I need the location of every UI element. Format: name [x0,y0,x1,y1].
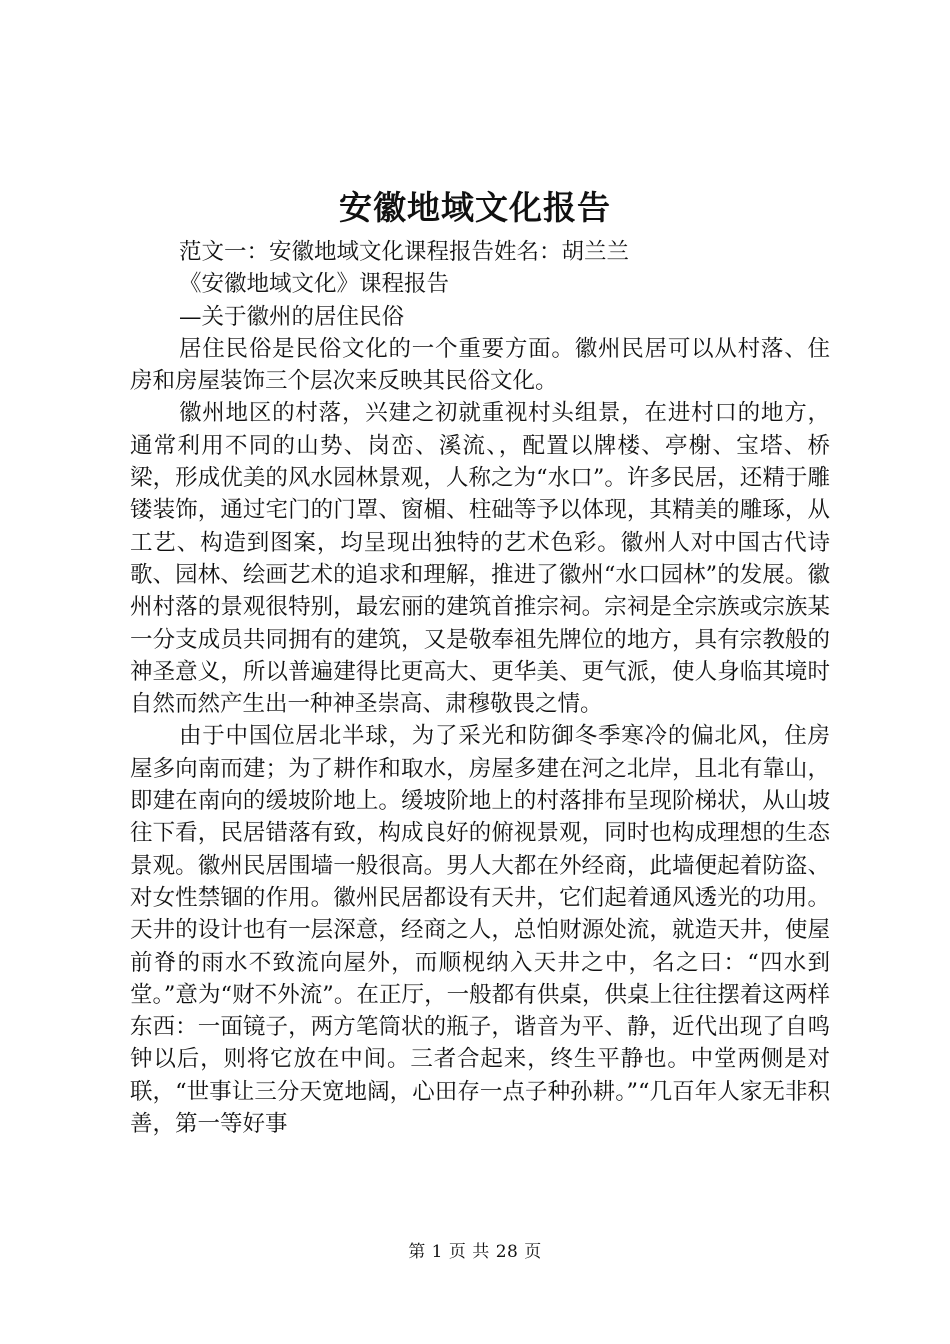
paragraph-3: 由于中国位居北半球，为了采光和防御冬季寒冷的偏北风，住房屋多向南而建；为了耕作和取水，房屋多建在河之北岸，且北有靠山，即建在南向的缓坡阶地上。缓坡阶地上的村落排布呈现阶梯状，从山坡往下看，民居错落有致，构成良好的俯视景观，同时也构成理想的生态景观。徽州民居围墙一般很高。男人大都在外经商，此墙便起着防盗、对女性禁锢的作用。徽州民居都设有天井，它们起着通风透光的功用。天井的设计也有一层深意，经商之人，总怕财源处流，就造天井，使屋前脊的雨水不致流向屋外，而顺枧纳入天井之中，名之曰：“四水到堂。”意为“财不外流”。在正厅，一般都有供桌，供桌上往往摆着这两样东西：一面镜子，两方笔筒状的瓶子，谐音为平、静，近代出现了自鸣钟以后，则将它放在中间。三者合起来，终生平静也。中堂两侧是对联，“世事让三分天宽地阔，心田存一点子种孙耕。”“几百年人家无非积善，第一等好事 [130,723,830,1138]
intro-line-author: 范文一：安徽地域文化课程报告姓名：胡兰兰 [179,239,630,265]
intro-line-subtitle: —关于徽州的居住民俗 [179,303,405,330]
document-body [130,236,830,1140]
intro-line-course: 《安徽地域文化》课程报告 [179,271,450,298]
document-title: 安徽地域文化报告 [339,188,611,227]
page-footer: 第 1 页 共 28 页 [408,1242,542,1262]
paragraph-1: 居住民俗是民俗文化的一个重要方面。徽州民居可以从村落、住房和房屋装饰三个层次来反映其民俗文化。 [130,335,830,395]
paragraph-2: 徽州地区的村落，兴建之初就重视村头组景，在进村口的地方，通常利用不同的山势、岗峦、溪流、，配置以牌楼、亭榭、宝塔、桥梁，形成优美的风水园林景观，人称之为“水口”。许多民居，还精于雕镂装饰，通过宅门的门罩、窗楣、柱础等予以体现，其精美的雕琢，从工艺、构造到图案，均呈现出独特的艺术色彩。徽州人对中国古代诗歌、园林、绘画艺术的追求和理解，推进了徽州“水口园林”的发展。徽州村落的景观很特别，最宏丽的建筑首推宗祠。宗祠是全宗族或宗族某一分支成员共同拥有的建筑，又是敬奉祖先牌位的地方，具有宗教般的神圣意义，所以普遍建得比更高大、更华美、更气派，使人身临其境时自然而然产生出一种神圣崇高、肃穆敬畏之情。 [130,400,830,718]
